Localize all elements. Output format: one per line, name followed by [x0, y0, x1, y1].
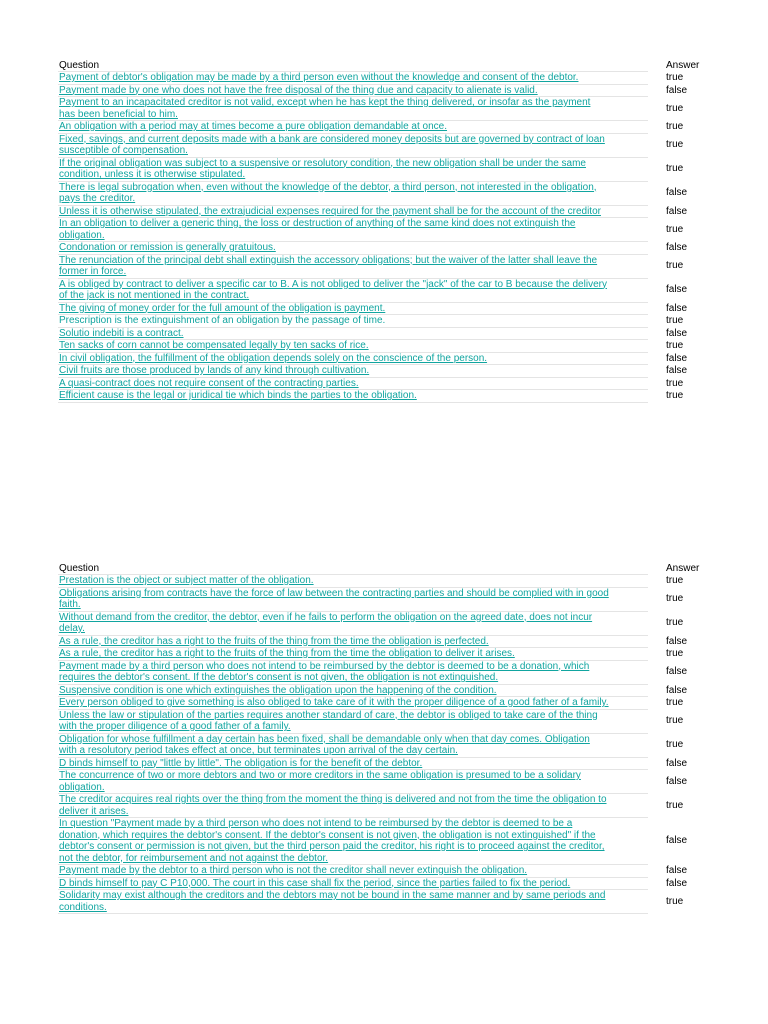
- question-link[interactable]: Payment made by one who does not have the free disposal of the thing due and capacity to alienate is valid.: [58, 84, 611, 97]
- answer-value: true: [611, 133, 648, 157]
- question-link[interactable]: A quasi-contract does not require consent of the contracting parties.: [58, 377, 611, 390]
- table-row: [58, 97, 648, 121]
- question-link[interactable]: An obligation with a period may at times become a pure obligation demandable at once.: [58, 121, 611, 134]
- answer-value: true: [611, 611, 648, 635]
- table-body: [58, 575, 688, 914]
- table-row: [58, 327, 648, 340]
- qa-table-2: [58, 562, 700, 914]
- table-row: [58, 709, 648, 733]
- answer-value: false: [611, 365, 648, 378]
- table-row: [58, 157, 648, 181]
- answer-value: true: [611, 72, 648, 85]
- answer-value: true: [611, 218, 648, 242]
- table-row: [58, 770, 648, 794]
- table-row: [58, 697, 648, 710]
- answer-value: true: [611, 575, 648, 588]
- table-row: [58, 818, 648, 865]
- answer-value: true: [611, 377, 648, 390]
- question-link[interactable]: In question "Payment made by a third person who does not intend to be reimbursed by the debtor is deemed to be a donation, which requires the debtor's consent. If the debtor's consent is not given, the obligation is not extinguished" if the debtor's consent or permission is not given, but the third person paid the creditor, his right is to proceed against the creditor, not the debtor, for reimbursement and not against the debtor.: [58, 818, 611, 865]
- question-link[interactable]: Prestation is the object or subject matter of the obligation.: [58, 575, 611, 588]
- question-link[interactable]: Civil fruits are those produced by lands of any kind through cultivation.: [58, 365, 611, 378]
- answer-value: true: [611, 254, 648, 278]
- question-link[interactable]: Payment to an incapacitated creditor is not valid, except when he has kept the thing delivered, or insofar as the payment has been beneficial to him.: [58, 97, 611, 121]
- answer-value: true: [611, 390, 648, 403]
- answer-value: true: [611, 97, 648, 121]
- qa-table-1: [58, 59, 700, 403]
- answer-value: true: [611, 315, 648, 328]
- answer-value: false: [611, 327, 648, 340]
- table-row: [58, 340, 648, 353]
- answer-value: false: [611, 84, 648, 97]
- table-header-row: [58, 59, 648, 72]
- table-row: [58, 352, 648, 365]
- table-row: [58, 315, 648, 328]
- question-link[interactable]: Unless the law or stipulation of the parties requires another standard of care, the debtor is obliged to take care of the thing with the proper diligence of a good father of a family.: [58, 709, 611, 733]
- question-column-header: Question: [58, 59, 611, 72]
- answer-value: false: [611, 770, 648, 794]
- table-row: [58, 648, 648, 661]
- answer-value: false: [611, 181, 648, 205]
- question-link[interactable]: Every person obliged to give something is also obliged to take care of it with the proper diligence of a good father of a family.: [58, 697, 611, 710]
- table-row: [58, 865, 648, 878]
- answer-value: false: [611, 352, 648, 365]
- answer-value: true: [611, 697, 648, 710]
- question-link[interactable]: Obligations arising from contracts have the force of law between the contracting parties and should be complied with in good faith.: [58, 587, 611, 611]
- question-link[interactable]: Fixed, savings, and current deposits made with a bank are considered money deposits but are governed by contract of loan susceptible of compensation.: [58, 133, 611, 157]
- question-link[interactable]: Ten sacks of corn cannot be compensated legally by ten sacks of rice.: [58, 340, 611, 353]
- answer-value: false: [611, 278, 648, 302]
- question-link[interactable]: Suspensive condition is one which extinguishes the obligation upon the happening of the condition.: [58, 684, 611, 697]
- answer-value: false: [611, 635, 648, 648]
- table-row: [58, 121, 648, 134]
- answer-value: false: [611, 660, 648, 684]
- question-link[interactable]: D binds himself to pay C P10,000. The court in this case shall fix the period, since the parties failed to fix the period.: [58, 877, 611, 890]
- answer-value: false: [611, 818, 648, 865]
- table-row: [58, 181, 648, 205]
- question-link[interactable]: The concurrence of two or more debtors and two or more creditors in the same obligation is presumed to be a solidary obligation.: [58, 770, 611, 794]
- table-body: [58, 72, 688, 403]
- answer-value: true: [611, 733, 648, 757]
- answer-value: true: [611, 794, 648, 818]
- table-row: [58, 611, 648, 635]
- table-row: [58, 218, 648, 242]
- question-column-header: Question: [58, 562, 611, 575]
- answer-value: false: [611, 302, 648, 315]
- table-row: [58, 684, 648, 697]
- question-link[interactable]: There is legal subrogation when, even without the knowledge of the debtor, a third person, not interested in the obligation, pays the creditor.: [58, 181, 611, 205]
- table-row: [58, 365, 648, 378]
- answer-value: true: [611, 121, 648, 134]
- table-row: [58, 242, 648, 255]
- question-link[interactable]: If the original obligation was subject to a suspensive or resolutory condition, the new obligation shall be under the same condition, unless it is otherwise stipulated.: [58, 157, 611, 181]
- table-row: [58, 660, 648, 684]
- question-link[interactable]: The renunciation of the principal debt shall extinguish the accessory obligations; but the waiver of the latter shall leave the former in force.: [58, 254, 611, 278]
- table-row: [58, 757, 648, 770]
- table-row: [58, 377, 648, 390]
- table-row: [58, 390, 648, 403]
- table-row: [58, 587, 648, 611]
- table-row: [58, 254, 648, 278]
- answer-value: false: [611, 865, 648, 878]
- answer-value: true: [611, 340, 648, 353]
- answer-value: false: [611, 684, 648, 697]
- answer-value: true: [611, 157, 648, 181]
- question-text: Prescription is the extinguishment of an obligation by the passage of time.: [58, 315, 611, 328]
- question-link[interactable]: Solidarity may exist although the creditors and the debtors may not be bound in the same manner and by same periods and conditions.: [58, 890, 611, 914]
- question-link[interactable]: A is obliged by contract to deliver a specific car to B. A is not obliged to deliver the "jack" of the car to B because the delivery of the jack is not mentioned in the contract.: [58, 278, 611, 302]
- question-link[interactable]: Without demand from the creditor, the debtor, even if he fails to perform the obligation on the agreed date, does not incur delay.: [58, 611, 611, 635]
- answer-value: false: [611, 242, 648, 255]
- table-header-row: [58, 562, 648, 575]
- table-row: [58, 890, 648, 914]
- answer-value: true: [611, 890, 648, 914]
- table-row: [58, 72, 648, 85]
- answer-column-header: Answer: [611, 562, 648, 575]
- table-row: [58, 133, 648, 157]
- table-row: [58, 635, 648, 648]
- question-link[interactable]: In an obligation to deliver a generic thing, the loss or destruction of anything of the same kind does not extinguish the obligation.: [58, 218, 611, 242]
- answer-value: true: [611, 648, 648, 661]
- table-row: [58, 84, 648, 97]
- answer-value: false: [611, 205, 648, 218]
- question-link[interactable]: The creditor acquires real rights over the thing from the moment the thing is delivered and not from the time the obligation to deliver it arises.: [58, 794, 611, 818]
- answer-column-header: Answer: [611, 59, 648, 72]
- table-row: [58, 278, 648, 302]
- question-link[interactable]: As a rule, the creditor has a right to the fruits of the thing from the time the obligation is perfected.: [58, 635, 611, 648]
- answer-value: true: [611, 709, 648, 733]
- answer-value: true: [611, 587, 648, 611]
- question-link[interactable]: Obligation for whose fulfillment a day certain has been fixed, shall be demandable only when that day comes. Obligation with a resolutory period takes effect at once, but terminates upon arrival of the day certain.: [58, 733, 611, 757]
- question-link[interactable]: Unless it is otherwise stipulated, the extrajudicial expenses required for the payment shall be for the account of the creditor: [58, 205, 611, 218]
- table-row: [58, 302, 648, 315]
- question-link[interactable]: Condonation or remission is generally gratuitous.: [58, 242, 611, 255]
- question-link[interactable]: D binds himself to pay "little by little". The obligation is for the benefit of the debtor.: [58, 757, 611, 770]
- question-link[interactable]: Solutio indebiti is a contract.: [58, 327, 611, 340]
- table-row: [58, 794, 648, 818]
- question-link[interactable]: As a rule, the creditor has a right to the fruits of the thing from the time the obligation to deliver it arises.: [58, 648, 611, 661]
- answer-value: false: [611, 757, 648, 770]
- table-row: [58, 575, 648, 588]
- question-link[interactable]: Payment of debtor's obligation may be made by a third person even without the knowledge and consent of the debtor.: [58, 72, 611, 85]
- question-link[interactable]: Efficient cause is the legal or juridical tie which binds the parties to the obligation.: [58, 390, 611, 403]
- answer-value: false: [611, 877, 648, 890]
- table-row: [58, 205, 648, 218]
- table-row: [58, 733, 648, 757]
- question-link[interactable]: Payment made by a third person who does not intend to be reimbursed by the debtor is deemed to be a donation, which requires the debtor's consent. If the debtor's consent is not given, the obligation is not extinguished.: [58, 660, 611, 684]
- question-link[interactable]: The giving of money order for the full amount of the obligation is payment.: [58, 302, 611, 315]
- question-link[interactable]: Payment made by the debtor to a third person who is not the creditor shall never extinguish the obligation.: [58, 865, 611, 878]
- table-row: [58, 877, 648, 890]
- question-link[interactable]: In civil obligation, the fulfillment of the obligation depends solely on the conscience of the person.: [58, 352, 611, 365]
